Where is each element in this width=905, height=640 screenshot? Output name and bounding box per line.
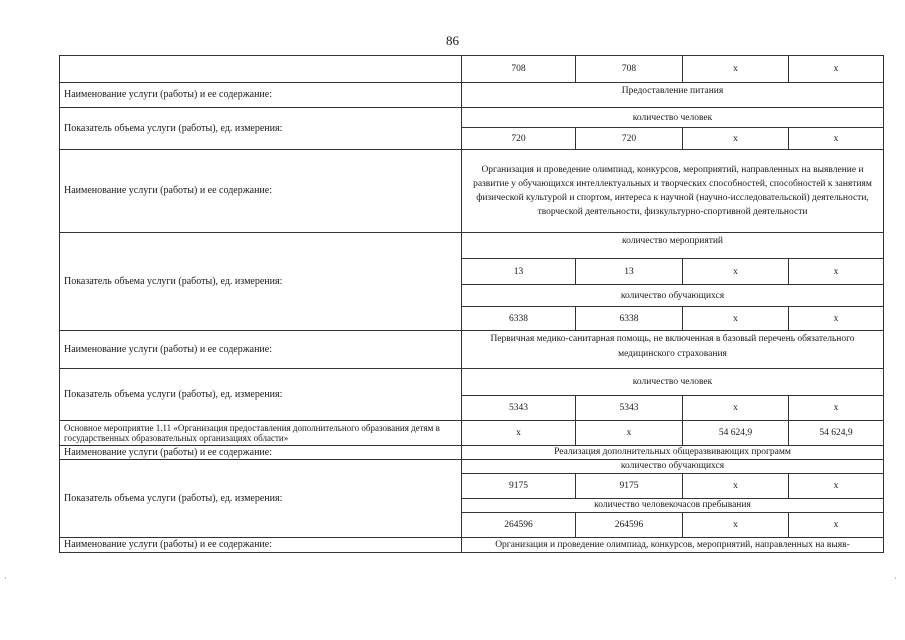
value-cell: x bbox=[462, 421, 576, 446]
value-cell: x bbox=[683, 396, 789, 421]
table-row bbox=[60, 460, 884, 474]
table-row bbox=[60, 150, 884, 233]
value-cell: x bbox=[789, 128, 884, 150]
unit-label: количество человекочасов пребывания bbox=[462, 499, 884, 513]
value-cell: x bbox=[789, 513, 884, 538]
value-cell: 6338 bbox=[462, 307, 576, 331]
value-cell: 6338 bbox=[576, 307, 683, 331]
unit-label: количество мероприятий bbox=[462, 233, 884, 259]
volume-indicator-label: Показатель объема услуги (работы), ед. измерения: bbox=[60, 369, 462, 421]
unit-label: количество человек bbox=[462, 108, 884, 128]
value-cell: 5343 bbox=[462, 396, 576, 421]
value-cell: x bbox=[683, 128, 789, 150]
value-cell: 708 bbox=[462, 56, 576, 83]
value-cell: 720 bbox=[462, 128, 576, 150]
value-cell: x bbox=[576, 421, 683, 446]
service-name-label: Наименование услуги (работы) и ее содержание: bbox=[60, 331, 462, 369]
value-cell: 5343 bbox=[576, 396, 683, 421]
value-cell: 13 bbox=[462, 259, 576, 285]
page-number: 86 bbox=[446, 33, 459, 48]
table-row bbox=[60, 369, 884, 396]
value-cell: x bbox=[683, 307, 789, 331]
service-description: Организация и проведение олимпиад, конкурсов, мероприятий, направленных на выяв- bbox=[462, 538, 884, 553]
table-row bbox=[60, 108, 884, 128]
service-name-label: Наименование услуги (работы) и ее содержание: bbox=[60, 446, 462, 460]
service-name-label: Наименование услуги (работы) и ее содержание: bbox=[60, 538, 462, 553]
report-table bbox=[59, 55, 884, 553]
service-description: Реализация дополнительных общеразвивающих программ bbox=[462, 446, 884, 460]
volume-indicator-label: Показатель объема услуги (работы), ед. измерения: bbox=[60, 233, 462, 331]
value-cell: x bbox=[683, 474, 789, 499]
table-row bbox=[60, 83, 884, 108]
value-cell: x bbox=[789, 396, 884, 421]
value-cell: x bbox=[789, 259, 884, 285]
table-row bbox=[60, 538, 884, 553]
service-name-label: Наименование услуги (работы) и ее содержание: bbox=[60, 83, 462, 108]
table-row bbox=[60, 56, 884, 83]
value-cell: x bbox=[683, 259, 789, 285]
value-cell: x bbox=[789, 56, 884, 83]
service-description: Предоставление питания bbox=[462, 83, 884, 108]
value-cell: 9175 bbox=[462, 474, 576, 499]
value-cell: 708 bbox=[576, 56, 683, 83]
volume-indicator-label: Показатель объема услуги (работы), ед. измерения: bbox=[60, 460, 462, 538]
volume-indicator-label: Показатель объема услуги (работы), ед. измерения: bbox=[60, 108, 462, 150]
unit-label: количество человек bbox=[462, 369, 884, 396]
value-cell: 264596 bbox=[576, 513, 683, 538]
unit-label: количество обучающихся bbox=[462, 460, 884, 474]
value-cell: 720 bbox=[576, 128, 683, 150]
value-cell: x bbox=[683, 56, 789, 83]
service-description: Первичная медико-санитарная помощь, не включенная в базовый перечень обязательного медицинского страхования bbox=[462, 331, 884, 369]
value-cell: 54 624,9 bbox=[683, 421, 789, 446]
service-name-label: Наименование услуги (работы) и ее содержание: bbox=[60, 150, 462, 233]
table-row bbox=[60, 446, 884, 460]
table-row bbox=[60, 233, 884, 259]
service-description: Организация и проведение олимпиад, конкурсов, мероприятий, направленных на выявление и развитие у обучающихся интеллектуальных и творческих способностей, способностей к занятиям физической культурой и спортом, интереса к научной (научно-исследовательской) деятельности, творческой деятельности, физкультурно-спортивной деятельности bbox=[462, 150, 884, 233]
unit-label: количество обучающихся bbox=[462, 285, 884, 307]
empty-label-cell bbox=[60, 56, 462, 83]
scan-mark: · bbox=[894, 574, 897, 583]
table-row bbox=[60, 331, 884, 369]
value-cell: x bbox=[789, 474, 884, 499]
value-cell: 264596 bbox=[462, 513, 576, 538]
scan-mark: · bbox=[4, 574, 7, 583]
activity-label: Основное мероприятие 1.11 «Организация предоставления дополнительного образования детям в государственных образовательных организациях области» bbox=[60, 421, 462, 446]
value-cell: x bbox=[789, 307, 884, 331]
value-cell: 13 bbox=[576, 259, 683, 285]
value-cell: x bbox=[683, 513, 789, 538]
value-cell: 54 624,9 bbox=[789, 421, 884, 446]
value-cell: 9175 bbox=[576, 474, 683, 499]
table-row bbox=[60, 421, 884, 446]
